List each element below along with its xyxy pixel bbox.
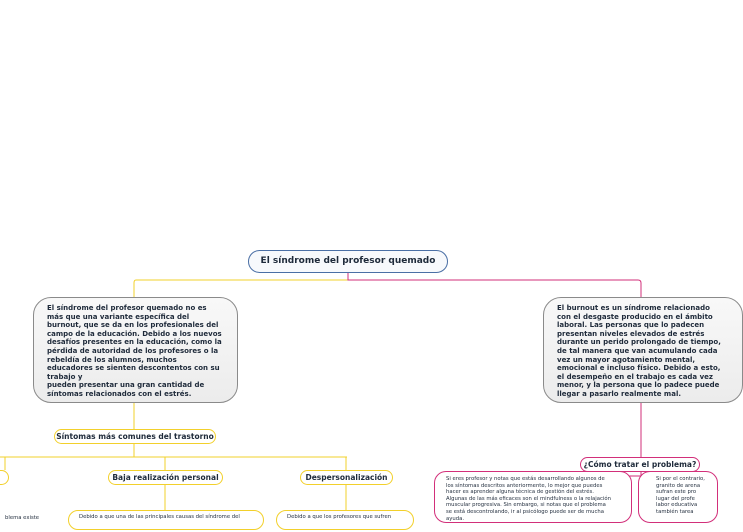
topic-line: desafíos presentes en la educación, como la bbox=[47, 338, 222, 347]
connector-root-left bbox=[134, 273, 348, 297]
topic-line: presentan niveles elevados de estrés bbox=[557, 329, 705, 338]
note-line: lugar del profe bbox=[656, 495, 695, 502]
topic-line: síntomas relacionados con el estrés. bbox=[47, 389, 192, 398]
subtopic-sintomas[interactable]: Síntomas más comunes del trastorno bbox=[54, 429, 216, 444]
subtopic-baja-realizacion[interactable]: Baja realización personal bbox=[108, 470, 223, 485]
note-line: Si por el contrario, bbox=[656, 476, 705, 482]
note-text: Debido a que los profesores que sufren bbox=[287, 514, 392, 520]
note-tratar-gestion-estres[interactable] bbox=[434, 471, 632, 523]
topic-line: menor, y la persona que lo padece puede bbox=[557, 381, 720, 390]
note-line: Si eres profesor y notas que estás desarrollando algunos de bbox=[446, 476, 605, 482]
note-text: blema existe bbox=[5, 515, 40, 521]
note-line: Algunas de las más eficaces son el mindfulness o la relajación bbox=[446, 495, 611, 502]
note-line: también tarea bbox=[656, 508, 694, 515]
note-despersonalizacion[interactable] bbox=[276, 510, 414, 530]
topic-line: más que una variante específica del bbox=[47, 312, 190, 321]
topic-line: trabajo y bbox=[47, 372, 83, 381]
topic-line: con el desgaste producido en el ámbito bbox=[557, 312, 713, 321]
topic-burnout[interactable] bbox=[543, 297, 743, 403]
note-text: Debido a que una de las principales causas del síndrome del bbox=[79, 514, 240, 520]
note-line: ayuda. bbox=[446, 515, 465, 522]
subtopic-despersonalizacion[interactable]: Despersonalización bbox=[300, 470, 393, 485]
topic-line: El síndrome del profesor quemado no es bbox=[47, 304, 207, 312]
topic-line: rebeldía de los alumnos, muchos bbox=[47, 355, 177, 364]
topic-line: educadores se sienten descontentos con su bbox=[47, 364, 220, 373]
topic-line: durante un perido prolongado de tiempo, bbox=[557, 338, 721, 347]
note-line: hacer es aprender alguna técnica de gestión del estrés. bbox=[446, 489, 594, 496]
connector-children-notes bbox=[165, 484, 346, 512]
central-topic[interactable]: El síndrome del profesor quemado bbox=[248, 250, 448, 273]
topic-line: llegar a pasarlo realmente mal. bbox=[557, 389, 682, 398]
topic-line: campo de la educación. Debido a los nuevos bbox=[47, 329, 222, 338]
topic-profesor-quemado[interactable] bbox=[33, 297, 238, 403]
topic-line: El burnout es un síndrome relacionado bbox=[557, 304, 710, 312]
topic-line: emocional e incluso físico. Debido a esto, bbox=[557, 364, 721, 373]
connector-root-right bbox=[348, 273, 641, 297]
note-line: se está descontrolando, ir al psicólogo puede ser de mucha bbox=[446, 508, 605, 515]
note-tratar-contrario[interactable] bbox=[638, 471, 718, 523]
topic-line: el desempeño en el trabajo es cada vez bbox=[557, 372, 713, 381]
topic-line: laboral. Las personas que lo padecen bbox=[557, 321, 705, 330]
note-line: los síntomas descritos anteriormente, lo mejor que puedes bbox=[446, 482, 603, 489]
connector-symptoms-children bbox=[0, 443, 347, 470]
note-line: labor educativa bbox=[656, 502, 698, 509]
note-baja-realizacion[interactable] bbox=[68, 510, 264, 530]
note-line: sufran este pro bbox=[656, 489, 697, 496]
topic-line: pérdida de autoridad de los profesores o la bbox=[47, 346, 219, 355]
topic-line: pueden presentar una gran cantidad de bbox=[47, 381, 205, 390]
note-line: granito de arena bbox=[656, 482, 701, 489]
note-far-left[interactable] bbox=[0, 512, 50, 532]
topic-line: burnout, que se da en los profesionales del bbox=[47, 321, 219, 330]
topic-line: de tal manera que van acumulando cada bbox=[557, 346, 718, 355]
topic-line: vez un mayor agotamiento mental, bbox=[557, 355, 696, 364]
note-line: muscular progresiva. Sin embargo, si notas que el problema bbox=[446, 502, 606, 509]
subtopic-como-tratar[interactable]: ¿Cómo tratar el problema? bbox=[580, 457, 700, 472]
